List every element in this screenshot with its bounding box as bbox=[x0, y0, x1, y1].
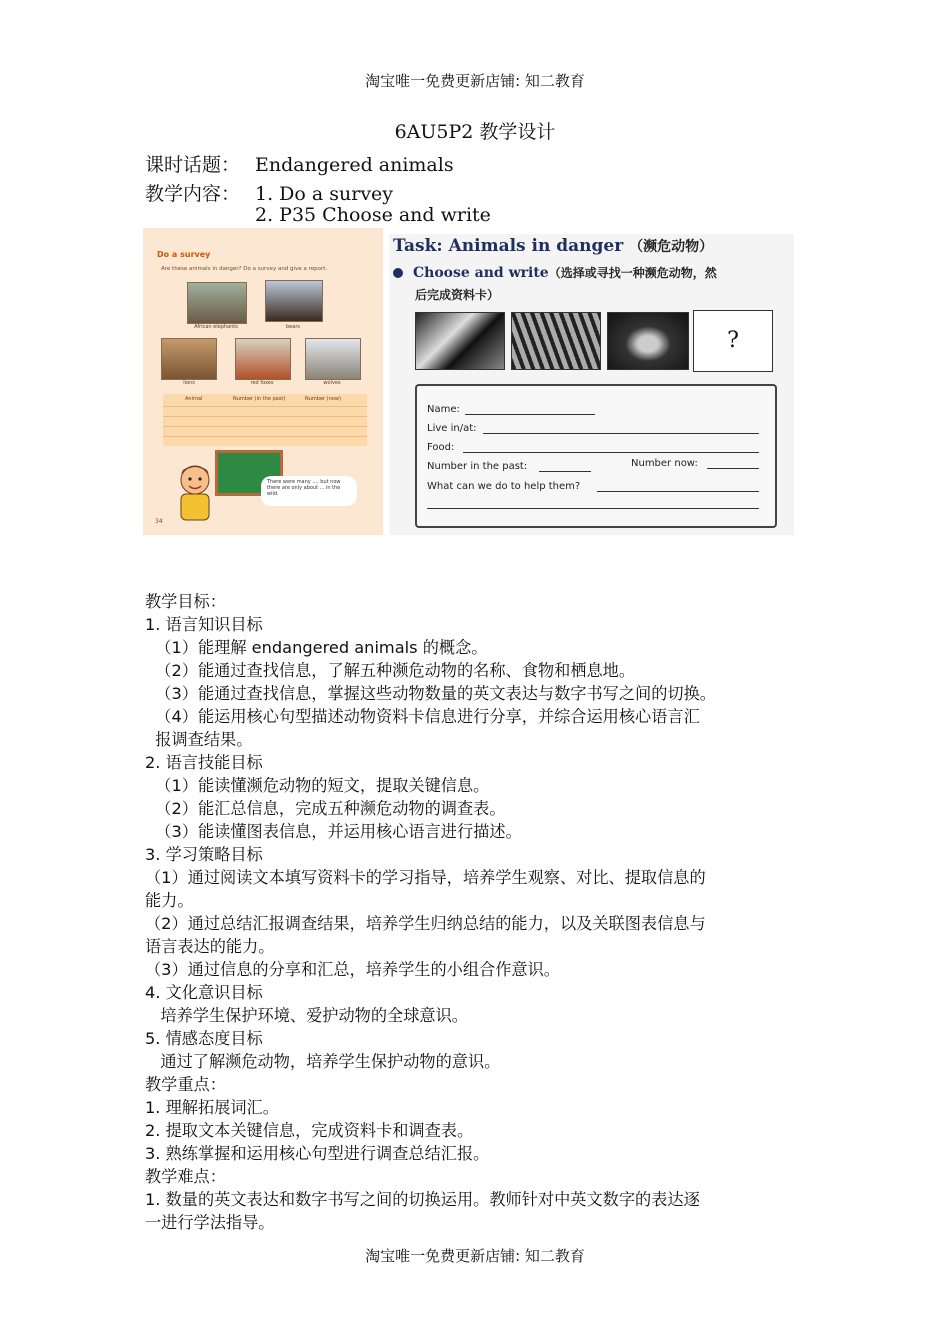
live-field-label: Live in/at: bbox=[427, 423, 477, 434]
text-line: 语言表达的能力。 bbox=[145, 937, 275, 956]
objectives-heading: 教学目标： bbox=[145, 592, 226, 611]
text-line: 一进行学法指导。 bbox=[145, 1213, 275, 1232]
textbook-page-number: 34 bbox=[155, 518, 163, 525]
content-item-2: 2. P35 Choose and write bbox=[255, 204, 491, 226]
now-number-field-label: Number now: bbox=[631, 458, 698, 469]
past-number-field-label: Number in the past: bbox=[427, 461, 528, 472]
document-title: 6AU5P2 教学设计 bbox=[394, 121, 556, 143]
table-header-past: Number (in the past) bbox=[233, 396, 286, 402]
worksheet-task-title: Task: Animals in danger （濒危动物） bbox=[393, 236, 714, 256]
text-line: （2）能汇总信息，完成五种濒危动物的调查表。 bbox=[145, 799, 506, 818]
elephants-photo bbox=[187, 282, 247, 324]
table-header-animal: Animal bbox=[185, 396, 203, 402]
text-line: 通过了解濒危动物，培养学生保护动物的意识。 bbox=[145, 1052, 501, 1071]
content-item-1: 1. Do a survey bbox=[255, 183, 394, 205]
text-line: 2. 语言技能目标 bbox=[145, 753, 263, 772]
text-line: 5. 情感态度目标 bbox=[145, 1029, 263, 1048]
caption-elephants: African elephants bbox=[194, 324, 238, 330]
text-line: 1. 数量的英文表达和数字书写之间的切换运用。教师针对中英文数字的表达逐 bbox=[145, 1190, 700, 1209]
difficulties-heading: 教学难点： bbox=[145, 1167, 226, 1186]
topic-row bbox=[145, 150, 454, 177]
animal-info-card bbox=[415, 384, 777, 528]
wolves-photo bbox=[305, 338, 361, 380]
text-line: 3. 学习策略目标 bbox=[145, 845, 263, 864]
text-line: 培养学生保护环境、爱护动物的全球意识。 bbox=[145, 1006, 468, 1025]
text-line: （3）能读懂图表信息，并运用核心语言进行描述。 bbox=[145, 822, 522, 841]
food-field-label: Food: bbox=[427, 442, 455, 453]
name-field-label: Name: bbox=[427, 404, 460, 415]
text-line: （1）能读懂濒危动物的短文，提取关键信息。 bbox=[145, 776, 490, 795]
content-label: 教学内容： bbox=[145, 183, 241, 205]
tiger-photo bbox=[511, 312, 601, 370]
lions-photo bbox=[161, 338, 217, 380]
worksheet-image bbox=[389, 234, 794, 535]
unknown-animal-box: ? bbox=[693, 310, 773, 372]
text-line: （3）通过信息的分享和汇总，培养学生的小组合作意识。 bbox=[145, 960, 560, 979]
help-question-label: What can we do to help them? bbox=[427, 481, 581, 492]
caption-wolves: wolves bbox=[323, 380, 341, 386]
text-line: 4. 文化意识目标 bbox=[145, 983, 263, 1002]
teaching-plan-body bbox=[145, 590, 810, 1234]
caption-red-foxes: red foxes bbox=[250, 380, 274, 386]
text-line: 3. 熟练掌握和运用核心句型进行调查总结汇报。 bbox=[145, 1144, 490, 1163]
boy-character-illustration bbox=[171, 462, 221, 526]
dolphin-photo bbox=[607, 312, 689, 370]
key-points-heading: 教学重点： bbox=[145, 1075, 226, 1094]
text-line: （2）通过总结汇报调查结果，培养学生归纳总结的能力，以及关联图表信息与 bbox=[145, 914, 706, 933]
text-line: （2）能通过查找信息，了解五种濒危动物的名称、食物和栖息地。 bbox=[145, 661, 636, 680]
survey-table bbox=[163, 394, 367, 446]
speech-bubble: There were many ..., but now there are only about ... in the wild. bbox=[261, 476, 357, 506]
textbook-question: Are these animals in danger? Do a survey and give a report. bbox=[161, 266, 328, 272]
caption-lions: lions bbox=[183, 380, 195, 386]
bullet-icon bbox=[393, 268, 403, 278]
content-row-2 bbox=[145, 204, 491, 226]
textbook-section-title: Do a survey bbox=[157, 250, 211, 259]
page-footer: 淘宝唯一免费更新店铺: 知二教育 bbox=[365, 1247, 585, 1265]
topic-value: Endangered animals bbox=[255, 154, 454, 176]
text-line: （3）能通过查找信息，掌握这些动物数量的英文表达与数字书写之间的切换。 bbox=[145, 684, 716, 703]
text-line: 能力。 bbox=[145, 891, 194, 910]
text-line: 报调查结果。 bbox=[145, 730, 253, 749]
worksheet-instruction: Choose and write（选择或寻找一种濒危动物，然 bbox=[413, 265, 717, 281]
text-line: 1. 语言知识目标 bbox=[145, 615, 263, 634]
caption-bears: bears bbox=[286, 324, 300, 330]
text-line: （1）能理解 endangered animals 的概念。 bbox=[145, 638, 488, 657]
text-line: （4）能运用核心句型描述动物资料卡信息进行分享，并综合运用核心语言汇 bbox=[145, 707, 700, 726]
panda-photo bbox=[415, 312, 505, 370]
table-header-now: Number (now) bbox=[305, 396, 341, 402]
textbook-page-image bbox=[143, 228, 383, 535]
text-line: （1）通过阅读文本填写资料卡的学习指导，培养学生观察、对比、提取信息的 bbox=[145, 868, 706, 887]
bears-photo bbox=[265, 280, 323, 322]
text-line: 1. 理解拓展词汇。 bbox=[145, 1098, 279, 1117]
red-foxes-photo bbox=[235, 338, 291, 380]
page-header: 淘宝唯一免费更新店铺: 知二教育 bbox=[365, 72, 585, 90]
worksheet-instruction-cont: 后完成资料卡） bbox=[415, 288, 500, 302]
text-line: 2. 提取文本关键信息，完成资料卡和调查表。 bbox=[145, 1121, 474, 1140]
topic-label: 课时话题： bbox=[145, 154, 241, 176]
content-row bbox=[145, 179, 393, 206]
